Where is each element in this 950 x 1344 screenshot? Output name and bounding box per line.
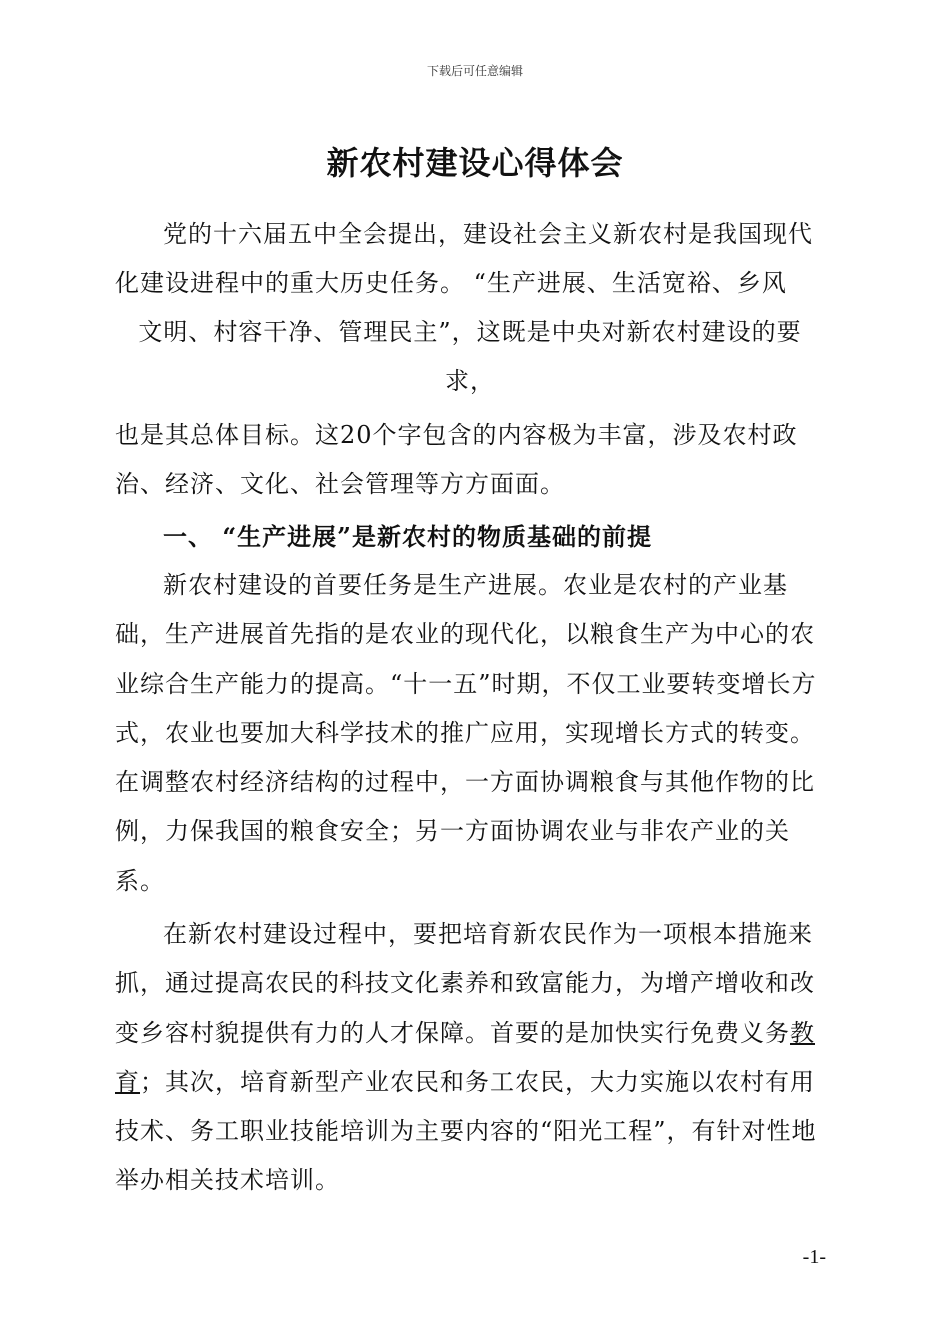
- section-paragraph-1: 新农村建设的首要任务是生产进展。农业是农村的产业基础，生产进展首先指的是农业的现代化，以粮食生产为中心的农业综合生产能力的提高。“十一五”时期，不仅工业要转变增长方式，农业也要加大科学技术的推广应用，实现增长方式的转变。在调整农村经济结构的过程中，一方面协调粮食与其他作物的比例，力保我国的粮食安全；另一方面协调农业与非农产业的关系。: [115, 571, 817, 895]
- intro-line-1: 党的十六届五中全会提出，建设社会主义新农村是我国现代: [163, 220, 813, 248]
- intro-line-5: 也是其总体目标。这20个字包含的内容极为丰富，涉及农村政: [115, 421, 798, 449]
- intro-line-2: 化建设进程中的重大历史任务。 “生产进展、生活宽裕、乡风: [115, 269, 787, 297]
- intro-line-3: 文明、村容干净、管理民主”，这既是中央对新农村建设的要: [138, 318, 802, 346]
- document-title: 新农村建设心得体会: [326, 144, 624, 182]
- paragraph-text: ；其次，培育新型产业农民和务工农民，大力实施以农村有用技术、务工职业技能培训为主要内容的“阳光工程”，有针对性地举办相关技术培训。: [115, 1067, 817, 1195]
- header-note: 下载后可任意编辑: [426, 64, 523, 78]
- page-number: -1-: [802, 1246, 826, 1268]
- paragraph-text: 在新农村建设过程中，要把培育新农民作为一项根本措施来抓，通过提高农民的科技文化素养和致富能力，为增产增收和改变乡容村貌提供有力的人才保障。首要的是加快实行免费义务: [115, 920, 815, 1047]
- intro-line-4: 求，: [445, 367, 495, 395]
- section-heading: 一、 “生产进展”是新农村的物质基础的前提: [163, 522, 652, 551]
- intro-line-6: 治、经济、文化、社会管理等方方面面。: [115, 470, 565, 498]
- section-paragraph-2: [115, 910, 825, 1206]
- education-link[interactable]: 教育: [115, 1018, 815, 1096]
